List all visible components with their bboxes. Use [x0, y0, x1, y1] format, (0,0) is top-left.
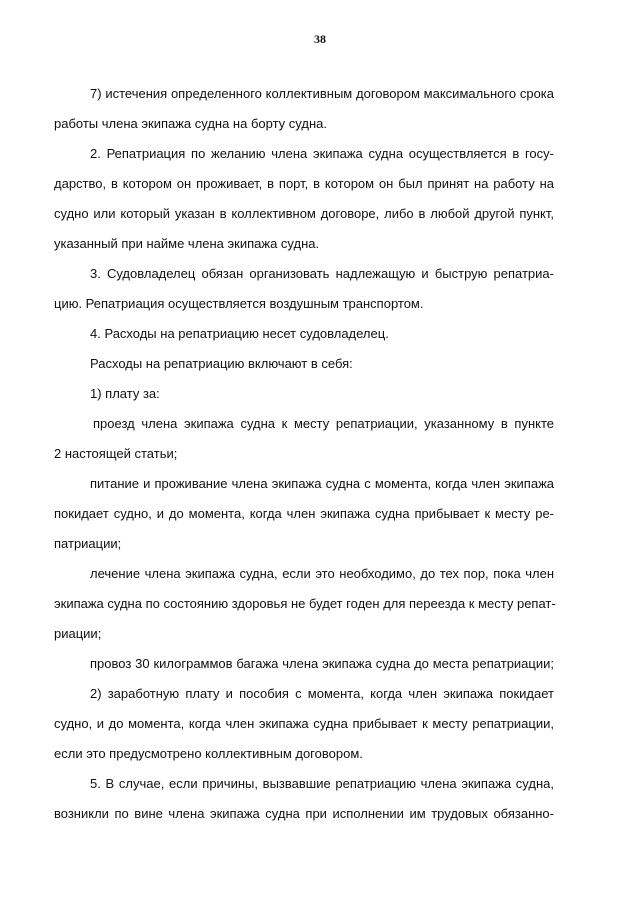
text-line: риации;	[54, 626, 102, 641]
text-line: патриации;	[54, 536, 122, 551]
text-line: питание и проживание члена экипажа судна с момента, когда член экипажа	[90, 476, 554, 491]
text-line: Расходы на репатриацию включают в себя:	[90, 356, 353, 371]
text-line: 3. Судовладелец обязан организовать надлежащую и быструю репатриа-	[90, 266, 554, 281]
page-number: 38	[314, 32, 326, 46]
text-line: 2. Репатриация по желанию члена экипажа судна осуществляется в госу-	[90, 146, 554, 161]
text-line: цию. Репатриация осуществляется воздушным транспортом.	[54, 296, 424, 311]
text-line: лечение члена экипажа судна, если это необходимо, до тех пор, пока член	[90, 566, 554, 581]
text-line: покидает судно, и до момента, когда член экипажа судна прибывает к месту ре-	[54, 506, 554, 521]
text-line: если это предусмотрено коллективным договором.	[54, 746, 363, 761]
text-line: судно, и до момента, когда член экипажа судна прибывает к месту репатриации,	[54, 716, 554, 731]
text-line: 4. Расходы на репатриацию несет судовладелец.	[90, 326, 389, 341]
text-line: проезд члена экипажа судна к месту репатриации, указанному в пункте	[93, 416, 554, 431]
text-line: 1) плату за:	[90, 386, 160, 401]
text-line: 5. В случае, если причины, вызвавшие репатриацию члена экипажа судна,	[90, 776, 554, 791]
text-line: работы члена экипажа судна на борту судна.	[54, 116, 327, 131]
text-line: 2 настоящей статьи;	[54, 446, 178, 461]
text-line: дарство, в котором он проживает, в порт, в котором он был принят на работу на	[54, 176, 554, 191]
text-line: возникли по вине члена экипажа судна при исполнении им трудовых обязанно-	[54, 806, 554, 821]
text-line: указанный при найме члена экипажа судна.	[54, 236, 320, 251]
text-line: провоз 30 килограммов багажа члена экипажа судна до места репатриации;	[90, 656, 554, 671]
text-line: 7) истечения определенного коллективным договором максимального срока	[90, 86, 554, 101]
text-line: 2) заработную плату и пособия с момента, когда член экипажа покидает	[90, 686, 554, 701]
text-line: экипажа судна по состоянию здоровья не будет годен для переезда к месту репат-	[54, 596, 556, 611]
text-line: судно или который указан в коллективном договоре, либо в любой другой пункт,	[54, 206, 554, 221]
